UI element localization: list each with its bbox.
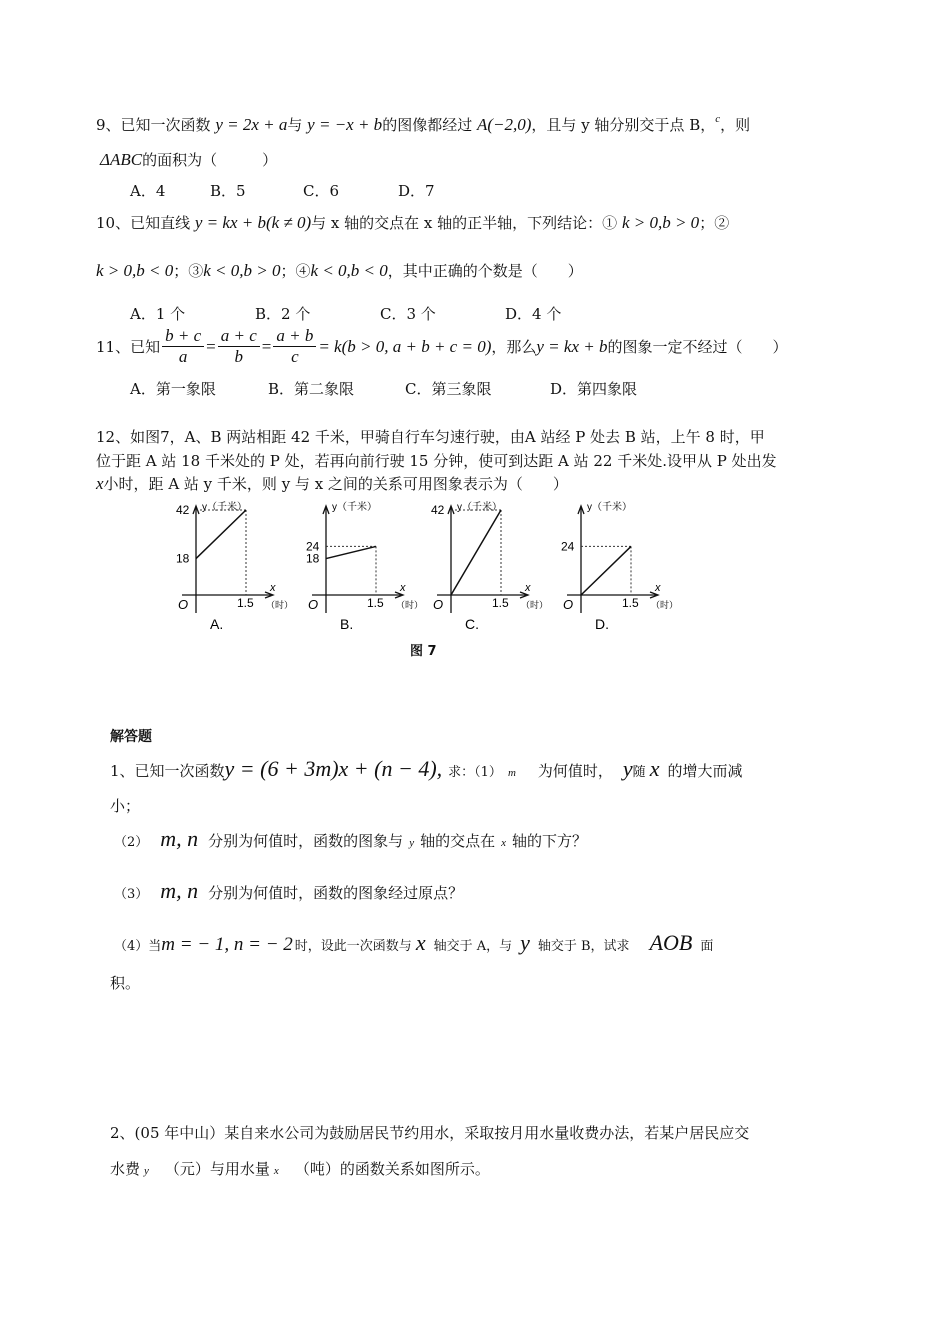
q10-eq: y = kx + b(k ≠ 0) (194, 213, 312, 232)
panel-c-x-tick: 1.5 (492, 596, 509, 610)
panel-b-y-tick-0: 18 (306, 551, 320, 566)
q11-option-a: A．第一象限 (130, 380, 216, 398)
panel-b-ylabel: y（千米） (332, 502, 377, 513)
q10-cond2: k > 0,b < 0 (96, 261, 174, 280)
panel-a-ylabel: y（千米） (202, 502, 247, 513)
q11-line1: 11、已知 $\frac{b + c}{a}$ = $\frac{a + c}{b}$ = $\frac{a + b}{c}$ = k(b > 0, a + b + c = 0) ，那么 y = kx + b 的图象一定不经过（ ） (96, 326, 788, 367)
panel-a (176, 500, 293, 632)
q10-line2: k > 0,b < 0；③k < 0,b > 0；④k < 0,b < 0，其中正确的个数是（ ） (96, 261, 583, 280)
p2-line: （2） m, n 分别为何值时，函数的图象与 y 轴的交点在 x 轴的下方？ (114, 826, 587, 851)
p3-line: （3） m, n 分别为何值时，函数的图象经过原点？ (114, 878, 464, 903)
panel-a-x-tick: 1.5 (237, 596, 254, 610)
q2-line1: 2、(05 年中山）某自来水公司为鼓励居民节约用水，采取按月用水量收费办法，若某户居民应交 (110, 1124, 750, 1142)
panel-a-y-tick-0: 18 (176, 551, 190, 566)
panel-a-xlabel-var: x (270, 582, 276, 594)
q9-option-a: A．4 (130, 182, 166, 200)
q9-eq1: y = 2x + a (215, 115, 288, 134)
panel-c-y-tick-0: 42 (431, 503, 445, 517)
panel-d-origin: O (563, 597, 574, 612)
panel-b (306, 500, 423, 632)
p4-line1: （4）当 m = − 1, n = − 2 时，设此一次函数与 x 轴交于 A，与 y 轴交于 B，试求 AOB 面 (114, 930, 714, 955)
figure-7 (160, 500, 720, 660)
q10-option-c: C．3 个 (380, 305, 436, 323)
q12-line1: 12、如图7，A、B 两站相距 42 千米，甲骑自行车匀速行驶，由A 站经 P 处去 B 站，上午 8 时，甲 (96, 428, 765, 446)
q11-option-c: C．第三象限 (405, 380, 492, 398)
q11-option-d: D．第四象限 (550, 380, 638, 398)
panel-d-xlabel-var: x (655, 582, 661, 594)
q12-line3: x小时，距 A 站 y 千米，则 y 与 x 之间的关系可用图象表示为（ ） (96, 474, 568, 493)
q9-line2: ΔABC的面积为（ ） (100, 150, 278, 169)
p4-line2: 积。 (110, 974, 141, 992)
q10-option-d: D．4 个 (505, 305, 562, 323)
panel-a-series-line (196, 510, 246, 559)
panel-d-y-tick-0: 24 (561, 539, 575, 554)
panel-d (561, 500, 678, 632)
q10-line1: 10、已知直线 y = kx + b(k ≠ 0)与 x 轴的交点在 x 轴的正半轴，下列结论：① k > 0,b > 0；② (96, 213, 730, 232)
q2-line2: 水费 y （元）与用水量 x （吨）的函数关系如图所示。 (110, 1160, 490, 1178)
q10-option-b: B．2 个 (255, 305, 311, 323)
p1-line2: 小； (110, 797, 141, 815)
panel-c-ylabel: y（千米） (457, 502, 502, 513)
q10-cond3: k < 0,b > 0 (203, 261, 281, 280)
panel-d-x-tick: 1.5 (622, 596, 639, 610)
panel-a-xlabel-unit: （时） (266, 600, 294, 610)
panel-c (431, 500, 548, 632)
q11-fraction-1: $\frac{b + c}{a}$ (162, 326, 204, 368)
panel-c-series-line (451, 510, 501, 595)
panel-c-label: C. (465, 616, 479, 632)
q10-cond4: k < 0,b < 0 (310, 261, 388, 280)
panel-b-series-line (326, 546, 376, 558)
panel-b-y-tick-1: 24 (306, 539, 320, 554)
q11-tail: = k(b > 0, a + b + c = 0) (318, 336, 492, 356)
panel-b-x-tick: 1.5 (367, 596, 384, 610)
q9-line1: 9、已知一次函数 y = 2x + a与 y = −x + b的图像都经过 A(−2,0)，且与 y 轴分别交于点 B，$^c$，则 (96, 113, 751, 134)
q11-fraction-3: $\frac{a + b}{c}$ (273, 326, 316, 368)
panel-d-ylabel: y（千米） (587, 502, 632, 513)
panel-d-series-line (581, 546, 631, 595)
q12-line2: 位于距 A 站 18 千米处的 P 处，若再向前行驶 15 分钟，使可到达距 A 站 22 千米处.设甲从 P 处出发 (96, 452, 777, 470)
panel-b-xlabel-var: x (400, 582, 406, 594)
q11-fraction-2: $\frac{a + c}{b}$ (218, 326, 260, 368)
panel-a-label: A. (210, 616, 224, 632)
q9-triangle: ΔABC (100, 150, 143, 169)
panel-d-label: D. (595, 616, 609, 632)
panel-b-label: B. (340, 616, 354, 632)
panel-a-y-tick-1: 42 (176, 503, 190, 517)
panel-a-origin: O (178, 597, 189, 612)
q11-eq: y = kx + b (536, 336, 608, 356)
q9-point: A(−2,0) (476, 115, 532, 134)
q9-option-c: C．6 (303, 182, 340, 200)
p1-equation: y = (6 + 3m)x + (n − 4), (224, 756, 443, 781)
p1-line1: 1、已知一次函数 y = (6 + 3m)x + (n − 4), 求：（1） m 为何值时， y 随 x 的增大而减 (110, 756, 743, 781)
q10-cond1: k > 0,b > 0 (621, 213, 700, 232)
q10-option-a: A．1 个 (130, 305, 186, 323)
q11-option-b: B．第二象限 (268, 380, 355, 398)
figure-caption: 图 7 (410, 644, 437, 659)
section-title: 解答题 (110, 729, 152, 745)
panel-c-xlabel-unit: （时） (521, 600, 549, 610)
panel-c-xlabel-var: x (525, 582, 531, 594)
panel-c-origin: O (433, 597, 444, 612)
panel-b-xlabel-unit: （时） (396, 600, 424, 610)
q9-eq2: y = −x + b (307, 115, 383, 134)
q9-option-d: D．7 (398, 182, 435, 200)
panel-d-xlabel-unit: （时） (651, 600, 679, 610)
panel-b-origin: O (308, 597, 319, 612)
q9-option-b: B．5 (210, 182, 246, 200)
